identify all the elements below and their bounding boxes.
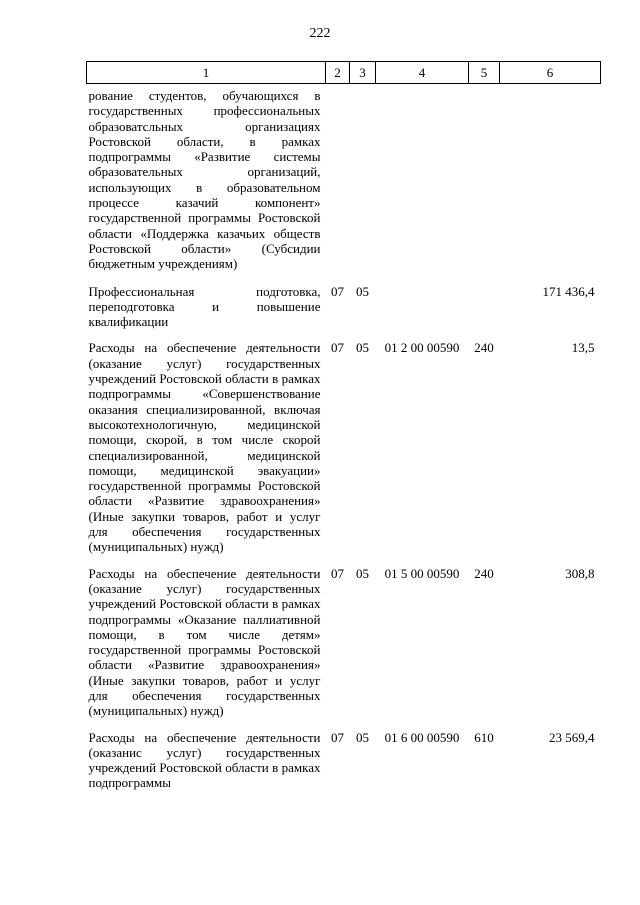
row-description: Расходы на обеспечение деятельности (оказание услуг) государственных учреждений Ростовской области в рамках подпрограммы «Оказание паллиативной помощи, в том числе детям» государственной программы Ростовской области «Развитие здравоохранения» (Иные закупки товаров, работ и услуг для обеспечения государственных (муниципальных) нужд) — [88, 565, 321, 719]
row-description: рование студентов, обучающихся в государственных профессиональных образоватсльных организациях Ростовской области, в рамках подпрограммы «Развитие системы образовательных организаций, использующих в образовательном процессе казачий компонент» государственной программы Ростовской области «Поддержка казачьих обществ Ростовской области» (Субсидии бюджетным учреждениям) — [88, 88, 321, 272]
row-section-code: 07 — [331, 283, 344, 299]
row-subsection-code: 05 — [356, 340, 369, 356]
table-row — [87, 340, 601, 565]
row-expense-type-code — [469, 84, 500, 284]
row-description: Профессиональная подготовка, переподготовка и повышение квалификации — [88, 283, 321, 330]
column-header-4: 4 — [376, 62, 469, 84]
page-number: 222 — [309, 26, 331, 41]
row-amount: 13,5 — [571, 340, 595, 356]
table-row — [87, 84, 601, 284]
row-expense-type-code: 610 — [474, 729, 494, 745]
row-section-code — [326, 84, 350, 284]
row-amount: 23 569,4 — [549, 729, 595, 745]
table-body — [87, 84, 601, 802]
column-header-2: 2 — [326, 62, 350, 84]
column-header-6: 6 — [500, 62, 601, 84]
table-row — [87, 730, 601, 802]
header-row — [87, 62, 601, 84]
row-expense-type-code — [469, 284, 500, 341]
table-row — [87, 284, 601, 341]
row-amount — [500, 84, 601, 284]
row-amount: 308,8 — [565, 565, 595, 581]
row-section-code: 07 — [331, 729, 344, 745]
row-target-article-code — [376, 84, 469, 284]
row-section-code: 07 — [331, 565, 344, 581]
row-target-article-code: 01 5 00 00590 — [384, 565, 460, 581]
table-header — [87, 62, 601, 84]
row-section-code: 07 — [331, 340, 344, 356]
column-header-5: 5 — [469, 62, 500, 84]
row-subsection-code: 05 — [356, 565, 369, 581]
row-expense-type-code: 240 — [474, 565, 494, 581]
budget-table — [86, 61, 601, 802]
table-row — [87, 566, 601, 730]
column-header-1: 1 — [87, 62, 326, 84]
row-expense-type-code: 240 — [474, 340, 494, 356]
column-header-3: 3 — [350, 62, 376, 84]
row-description: Расходы на обеспечение деятельности (оказание услуг) государственных учреждений Ростовской области в рамках подпрограммы «Совершенствование оказания специализированной, включая высокотехнологичную, медицинской помощи, скорой, в том числе скорой специализированной, медицинской помощи, медицинской эвакуации» государственной программы Ростовской области «Развитие здравоохранения» (Иные закупки товаров, работ и услуг для обеспечения государственных (муниципальных) нужд) — [88, 340, 321, 555]
row-description: Расходы на обеспечение деятельности (оказанис услуг) государственных учреждений Ростовской области в рамках подпрограммы — [88, 729, 321, 791]
row-target-article-code — [376, 284, 469, 341]
row-subsection-code — [350, 84, 376, 284]
row-target-article-code: 01 6 00 00590 — [384, 729, 460, 745]
row-subsection-code: 05 — [356, 283, 369, 299]
row-amount: 171 436,4 — [542, 283, 595, 299]
row-target-article-code: 01 2 00 00590 — [384, 340, 460, 356]
row-subsection-code: 05 — [356, 729, 369, 745]
